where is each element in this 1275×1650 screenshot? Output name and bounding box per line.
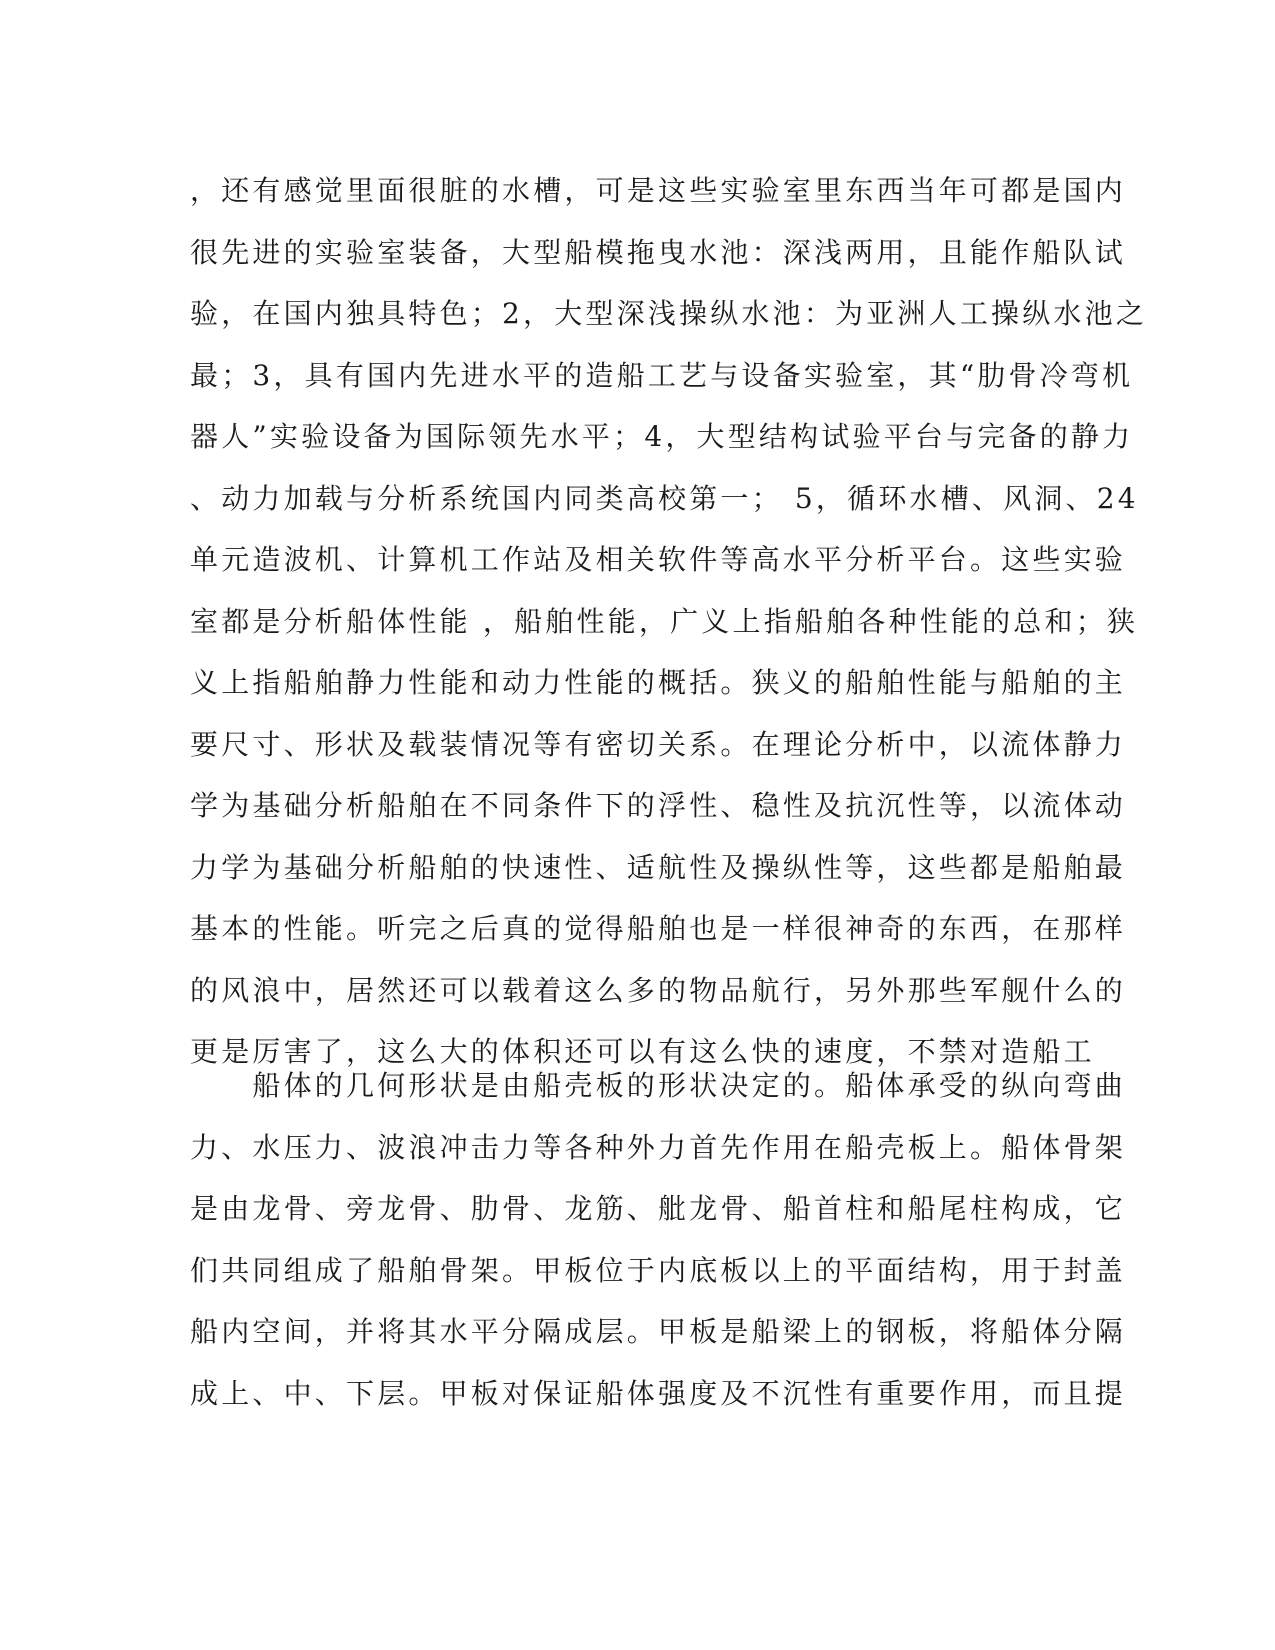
text-line: 的风浪中，居然还可以载着这么多的物品航行，另外那些军舰什么的 [190,973,1127,1007]
text-line: 更是厉害了，这么大的体积还可以有这么快的速度，不禁对造船工 [190,1035,1095,1068]
text-line: 单元造波机、计算机工作站及相关软件等高水平分析平台。这些实验 [190,543,1127,576]
text-line: 很先进的实验室装备，大型船模拖曳水池：深浅两用，且能作船队试 [190,235,1127,269]
text-line: 要尺寸、形状及载装情况等有密切关系。在理论分析中，以流体静力 [190,727,1127,761]
text-line: 是由龙骨、旁龙骨、肋骨、龙筋、舭龙骨、船首柱和船尾柱构成，它 [190,1192,1127,1225]
text-line: 最；3，具有国内先进水平的造船工艺与设备实验室，其“肋骨冷弯机 [190,358,1134,392]
paragraph-laboratories [190,160,1148,1083]
text-line: 、动力加载与分析系统国内同类高校第一； 5，循环水槽、风洞、24 [190,481,1139,515]
text-line: 船内空间，并将其水平分隔成层。甲板是船梁上的钢板，将船体分隔 [190,1315,1127,1348]
text-line: 成上、中、下层。甲板对保证船体强度及不沉性有重要作用，而且提 [190,1376,1127,1410]
text-line: 室都是分析船体性能 ，船舶性能，广义上指船舶各种性能的总和；狭 [190,604,1139,638]
text-line: 学为基础分析船舶在不同条件下的浮性、稳性及抗沉性等，以流体动 [190,789,1127,822]
text-line: 船体的几何形状是由船壳板的形状决定的。船体承受的纵向弯曲 [190,1069,1127,1102]
text-line: 器人”实验设备为国际领先水平；4，大型结构试验平台与完备的静力 [190,420,1134,453]
text-line: 力学为基础分析船舶的快速性、适航性及操纵性等，这些都是船舶最 [190,850,1127,884]
text-line: 验，在国内独具特色；2，大型深浅操纵水池：为亚洲人工操纵水池之 [190,297,1148,330]
paragraph-hull-structure [190,1055,1127,1424]
text-line: 义上指船舶静力性能和动力性能的概括。狭义的船舶性能与船舶的主 [190,666,1127,699]
text-line: 力、水压力、波浪冲击力等各种外力首先作用在船壳板上。船体骨架 [190,1130,1127,1164]
text-line: 基本的性能。听完之后真的觉得船舶也是一样很神奇的东西，在那样 [190,912,1127,945]
text-line: 们共同组成了船舶骨架。甲板位于内底板以上的平面结构，用于封盖 [190,1253,1127,1287]
text-line: ，还有感觉里面很脏的水槽，可是这些实验室里东西当年可都是国内 [190,174,1127,207]
